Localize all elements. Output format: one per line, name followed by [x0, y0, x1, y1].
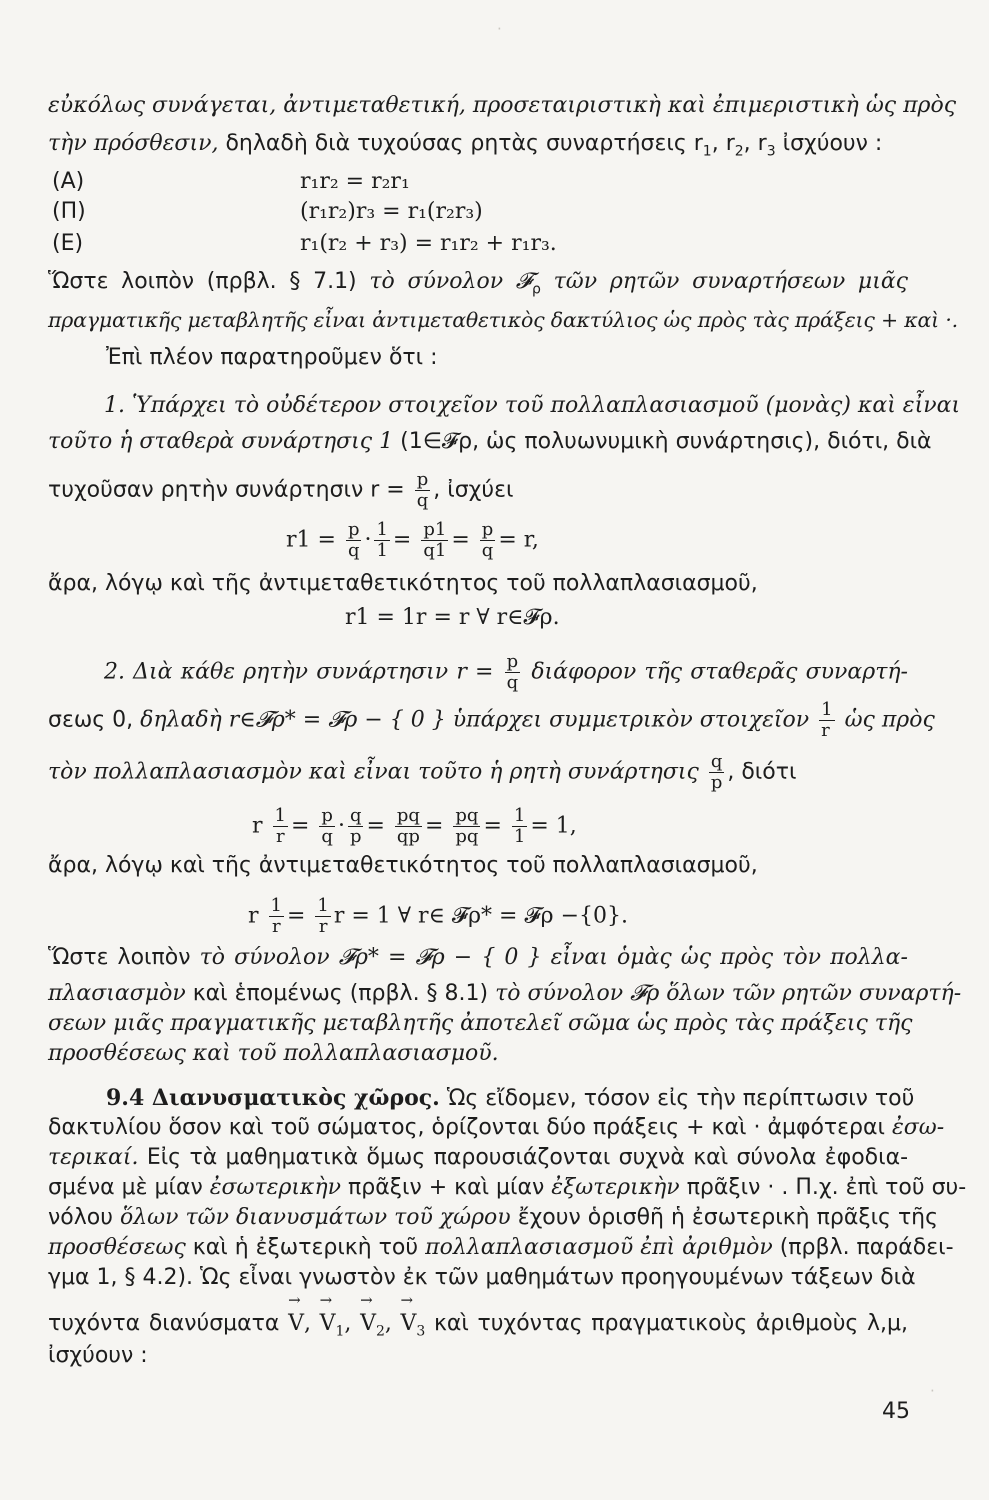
item2-equation2: r $\frac{1}{r}$ = $\frac{1}{r}$ r = 1 ∀ r∈ 𝓕ρ* = 𝓕ρ −{0}. — [248, 895, 629, 937]
para4-text-italic: τὸ σύνολον 𝓕ρ* = 𝓕ρ − { 0 } εἶναι ὁμὰς ὡς πρὸς τὸν πολλα- — [199, 945, 908, 970]
show-through-mark: · — [930, 1382, 935, 1400]
para3: Ἐπὶ πλέον παρατηροῦμεν ὅτι : — [106, 345, 438, 370]
para1-text: ἰσχύουν : — [775, 131, 883, 156]
section-text-italic: ἐξωτερικὴν — [551, 1175, 680, 1200]
section-text-italic: ἐσω- — [891, 1115, 945, 1140]
para1-line1 — [48, 92, 957, 120]
section-text: ἔχουν ὁρισθῆ ἡ ἐσωτερικὴ πρᾶξις τῆς — [517, 1205, 939, 1230]
section-line4 — [48, 1174, 967, 1202]
para4-line1 — [48, 944, 908, 972]
section-text: πρᾶξιν + καὶ μίαν — [348, 1175, 545, 1200]
section-text: γμα 1, § 4.2). Ὡς εἶναι γνωστὸν ἐκ τῶν μαθημάτων προηγουμένων τάξεων διὰ — [48, 1265, 916, 1290]
section-text: καὶ τυχόντας πραγματικοὺς ἀριθμοὺς λ,μ, — [433, 1311, 908, 1336]
page-number: 45 — [882, 1399, 910, 1424]
item2-text: σεως 0, — [48, 707, 134, 733]
section-text: καὶ ἡ ἐξωτερικὴ τοῦ — [192, 1235, 419, 1260]
item1-text: , ἰσχύει — [433, 477, 514, 503]
item1-line2 — [48, 428, 932, 456]
section-text: (πρβλ. παράδει- — [779, 1235, 954, 1260]
item2-text-italic: δηλαδὴ r∈𝓕ρ* = 𝓕ρ − { 0 } ὑπάρχει συμμετρικὸν στοιχεῖον — [140, 707, 810, 733]
para4-text: καὶ ἑπομένως (πρβλ. § 8.1) — [192, 981, 489, 1006]
vectors-list: → V, → $V_1$, → $V_2$, → $V_3$ — [288, 1311, 425, 1336]
item2-line4: ἄρα, λόγῳ καὶ τῆς ἀντιμεταθετικότητος τοῦ πολλαπλασιασμοῦ, — [48, 853, 758, 878]
section-line2 — [48, 1114, 945, 1142]
para2-text-italic: πραγματικῆς μεταβλητῆς εἶναι ἀντιμεταθετικὸς δακτύλιος ὡς πρὸς τὰς πράξεις + καὶ ·. — [48, 308, 958, 332]
section-line9: ἰσχύουν : — [48, 1343, 148, 1368]
para4-line3 — [48, 1010, 913, 1038]
section-text: νόλου — [48, 1205, 113, 1230]
section-text: δακτυλίου ὅσον καὶ τοῦ σώματος, ὁρίζονται δύο πράξεις + καὶ · ἀμφότεραι — [48, 1115, 885, 1140]
item2-text-italic: 2. Διὰ κάθε ρητὴν συνάρτησιν r = — [104, 659, 494, 685]
section-line7 — [48, 1264, 916, 1292]
item1-equation: r1 = $\frac{p}{q}$ · $\frac{1}{1}$ = $\frac{p1}{q1}$ = $\frac{p}{q}$ = r, — [286, 519, 539, 561]
section-line1 — [106, 1084, 915, 1113]
prop-e-label: (E) — [52, 231, 84, 256]
section-text: πρᾶξιν · . Π.χ. ἐπὶ τοῦ συ- — [686, 1175, 967, 1200]
para2-line2 — [48, 306, 958, 335]
para4-line2 — [48, 980, 962, 1008]
fraction-q-over-p: $\frac{q}{p}$ — [710, 751, 723, 793]
section-line3 — [48, 1144, 908, 1172]
section-text: σμένα μὲ μίαν — [48, 1175, 203, 1200]
fraction-1-over-r: $\frac{1}{r}$ — [821, 699, 833, 741]
item1-line4: ἄρα, λόγῳ καὶ τῆς ἀντιμεταθετικότητος τοῦ πολλαπλασιασμοῦ, — [48, 571, 758, 596]
section-line8 — [48, 1310, 908, 1345]
item1-line1 — [104, 392, 961, 420]
fraction-p-over-q: $\frac{p}{q}$ — [416, 469, 429, 511]
item2-text-italic: διάφορον τῆς σταθερᾶς συναρτή- — [531, 659, 908, 685]
para1-text: δηλαδὴ διὰ τυχούσας ρητὰς συναρτήσεις r — [225, 131, 703, 156]
prop-e-formula: r₁(r₂ + r₃) = r₁r₂ + r₁r₃. — [300, 231, 557, 256]
section-text: τυχόντα διανύσματα — [48, 1311, 280, 1336]
para4-text: Ὥστε λοιπὸν — [48, 945, 191, 970]
item2-equation2-text: r = 1 ∀ r∈ 𝓕ρ* = 𝓕ρ −{0}. — [333, 903, 629, 929]
section-line5 — [48, 1204, 939, 1232]
para1-line2: τὴν πρόσθεσιν, δηλαδὴ διὰ τυχούσας ρητὰς συναρτήσεις $r_1$, $r_2$, $r_3$ ἰσχύουν : — [48, 131, 883, 160]
section-text-italic: ἐσωτερικὴν — [209, 1175, 342, 1200]
para4-text-italic: πλασιασμὸν — [48, 981, 186, 1006]
para1-text-italic: τὴν πρόσθεσιν, — [48, 131, 219, 156]
para2-text-italic: τὸ σύνολον 𝓕 — [369, 269, 533, 294]
section-heading: 9.4 Διανυσματικὸς χῶρος. — [106, 1085, 440, 1111]
prop-p-formula: (r₁r₂)r₃ = r₁(r₂r₃) — [300, 199, 483, 224]
item1-equation2: r1 = 1r = r ∀ r∈𝓕ρ. — [345, 605, 560, 630]
section-text-italic: τερικαί. — [48, 1145, 139, 1170]
section-text: Εἰς τὰ μαθηματικὰ ὅμως παρουσιάζονται συχνὰ καὶ σύνολα ἐφοδια- — [146, 1145, 909, 1170]
item2-text-italic: ὡς πρὸς — [844, 707, 935, 733]
item1-line3 — [48, 470, 908, 511]
item1-text-italic: 1. Ὑπάρχει τὸ οὐδέτερον στοιχεῖον τοῦ πολλαπλασιασμοῦ (μονὰς) καὶ εἶναι — [104, 393, 961, 418]
item2-equation: r $\frac{1}{r}$ = $\frac{p}{q}$ · $\frac{q}{p}$ = $\frac{pq}{qp}$ = $\frac{pq}{pq}$ = $\frac{1}{1}$ = 1, — [252, 805, 577, 847]
section-text-italic: ὅλων τῶν διανυσμάτων τοῦ χώρου — [119, 1205, 511, 1230]
section-text-italic: πολλαπλασιασμοῦ ἐπὶ ἀριθμὸν — [425, 1235, 773, 1260]
item2-line3 — [48, 752, 908, 793]
item1-text-italic: τοῦτο ἡ σταθερὰ συνάρτησις 1 — [48, 429, 394, 454]
item2-text: , διότι — [727, 759, 797, 785]
para4-text-italic: προσθέσεως καὶ τοῦ πολλαπλασιασμοῦ. — [48, 1041, 499, 1066]
prop-a-formula: r₁r₂ = r₂r₁ — [300, 169, 410, 194]
fraction-p-over-q: $\frac{p}{q}$ — [506, 651, 519, 693]
para2-text: Ὥστε λοιπὸν (πρβλ. § 7.1) — [48, 269, 357, 294]
para4-line4 — [48, 1040, 908, 1068]
para4-text-italic: σεων μιᾶς πραγματικῆς μεταβλητῆς ἀποτελεῖ σῶμα ὡς πρὸς τὰς πράξεις τῆς — [48, 1011, 913, 1036]
para2-line1: Ὥστε λοιπὸν (πρβλ. § 7.1) τὸ σύνολον 𝓕$_\rho$ τῶν ρητῶν συναρτήσεων μιᾶς — [48, 269, 909, 298]
para2-text-italic: τῶν ρητῶν συναρτήσεων μιᾶς — [553, 269, 909, 294]
para1-text: , r — [711, 131, 735, 156]
section-text-italic: προσθέσεως — [48, 1235, 186, 1260]
item1-text: (1∈𝓕ρ, ὡς πολυωνυμικὴ συνάρτησις), διότι, διὰ — [400, 429, 932, 454]
item2-line2 — [48, 699, 935, 741]
prop-p-label: (Π) — [52, 199, 86, 224]
show-through-mark: · — [497, 20, 502, 38]
prop-a-label: (A) — [52, 169, 85, 194]
para1-text: , r — [743, 131, 767, 156]
section-line6 — [48, 1234, 954, 1262]
item1-text: τυχοῦσαν ρητὴν συνάρτησιν r = — [48, 477, 405, 503]
item2-text-italic: τὸν πολλαπλασιασμὸν καὶ εἶναι τοῦτο ἡ ρητὴ συνάρτησις — [48, 759, 699, 785]
item2-line1 — [104, 652, 908, 693]
section-text: Ὡς εἴδομεν, τόσον εἰς τὴν περίπτωσιν τοῦ — [446, 1086, 915, 1111]
para4-text-italic: τὸ σύνολον 𝓕ρ ὅλων τῶν ρητῶν συναρτή- — [495, 981, 962, 1006]
para1-text: εὐκόλως συνάγεται, ἀντιμεταθετική, προσεταιριστικὴ καὶ ἐπιμεριστικὴ ὡς πρὸς — [48, 93, 957, 118]
